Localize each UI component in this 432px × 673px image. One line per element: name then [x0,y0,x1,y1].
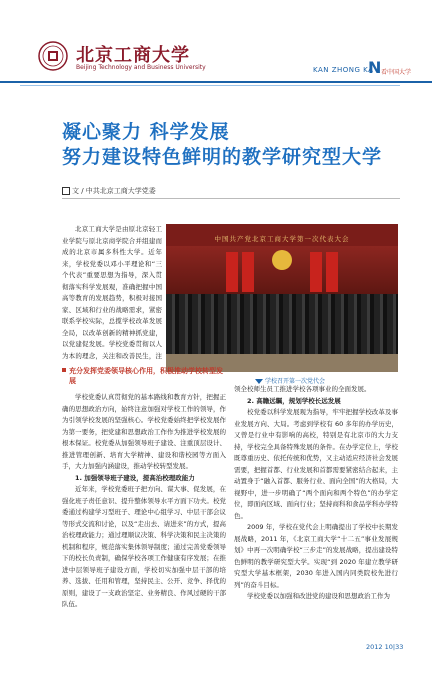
byline-divider [62,198,400,199]
article-title-line2: 努力建设特色鲜明的教学研究型大学 [62,146,383,168]
subsection2-paragraph: 校党委以科学发展观为指导，牢牢把握学校改革及事业发展方向、大局。考虑到学校有 60 多年的办学历史，又曾是行业中有影响的高校，特别是有北京市的大力支持，学校完全具备特殊发展的条件。在办学定位上，学校既尊重历史、依托传统和优势，又主动适应经济社会发展需要，把握首都、行业发展和首都需要紧密结合起来，主动置身于“融入首都、服务行业、面向全国”的大格局，大视野中，进一步明确了“两个面向和两个特色”的办学定位，即面向区域、面向行业；坚持商科和食品学科办学特色。 [234,408,398,520]
right-paragraph-last: 学校党委以加强和改进党的建设和思想政治工作为 [247,592,390,600]
photo-caption-text: 学校召开第一次党代会 [265,378,326,385]
page-number: 10|33 [384,643,404,651]
red-flag-icon [310,252,322,292]
photo-attendees [166,294,398,354]
page-header [0,0,432,82]
school-name-cn: 北京工商大学 [76,45,190,66]
section1-paragraph: 学校党委认真贯彻党的基本路线和教育方针，把握正确的思想政治方向，始终注意加强对学校工作的领导，作为引领学校发展的坚强核心。学校党委始终把学校发展作为第一要务，把党建和思想政治工作作为推进学校发展的根本保证。校党委从加强领导班子建设、注重顶层设计、推进管理创新、培育大学精神、建设和谐校园等方面入手，大力加强内涵建设，推动学校转型发展。 [62,393,226,470]
intro-column [62,224,162,362]
party-emblem-icon [272,250,292,270]
article-byline [62,186,156,196]
section1-right-column [234,384,398,603]
subsection1-heading: 1. 加强领导班子建设，提高治校理政能力 [75,473,195,482]
header-divider [0,81,432,83]
photo-banner-text: 中国共产党北京工商大学第一次代表大会 [214,235,350,243]
subsection1-paragraph: 近年来，学校党委班子把方向、谋大事、促发展，在强化班子责任意识、提升整体领导水平方面下功夫。校党委通过构建学习型班子、理论中心组学习、中层干部会议等形式交流和讨论，以及“走出去、请进来”的方式，提高治校理政能力；通过理顺议决策、科学决策和民主决策的机制和程序，规范落实集体领导制度；通过完善党委领导下的校长负责制，确保学校各项工作健康有序发展；在推进中层领导班子建设方面，学校切实加强中层干部的培养、选拔、任用和管理，坚持民主、公开、竞争、择优的原则，建设了一支政治坚定、业务精良、作风过硬的干部队伍。 [62,485,226,608]
column-label: KAN ZHONG KA [313,66,374,74]
university-seal-icon [38,41,68,71]
congress-photo [166,224,398,372]
red-flag-icon [226,252,238,292]
section1-left-column [62,366,226,611]
page-folio [366,643,403,651]
school-name-en: Beijing Technology and Business University [76,64,206,71]
right-paragraph-continued: 领全校师生员工推进学校各项事业的全面发展。 [234,385,371,393]
article-title-line1: 凝心聚力 科学发展 [62,121,230,143]
byline-text: 文 / 中共北京工商大学党委 [72,187,156,195]
column-subtitle: 看中国大学 [381,69,412,76]
right-paragraph: 2009 年，学校在党代会上明确提出了学校中长期发展战略，2011 年，《北京工商大学“十二五”事业发展规划》中再一次明确学校“三步走”的发展战略，提出建设特色鲜明的教学研究型大学。实现“到 2020 年建立教学研究型大学基本框架，2030 年进入国内同类院校先进行列”的奋斗目标。 [234,523,398,589]
byline-box-icon [62,187,70,195]
intro-paragraph: 北京工商大学是由原北京轻工业学院与原北京商学院合并组建而成的北京市属多科性大学。近年来，学校党委以邓小平理论和“三个代表”重要思想为指导，深入贯彻落实科学发展观，准确把握中国高等教育的发展趋势，积极对接国家、区域和行业的战略需求，紧密联系学校实际，总揽学校改革发展全局，以改革创新的精神抓党建，以党建促发展。学校党委贯彻以人为本的理念，关注和改善民生，注 [62,225,162,360]
red-flag-icon [242,252,254,292]
column-mark: N [368,58,382,77]
red-flag-icon [326,252,338,292]
subsection2-heading: 2. 高瞻远瞩，规划学校长远发展 [247,396,341,405]
issue-year: 2012 [366,643,383,651]
header-divider-thin [20,85,400,86]
section1-heading: 充分发挥党委领导核心作用，积极推动学校转型发展 [62,366,226,386]
